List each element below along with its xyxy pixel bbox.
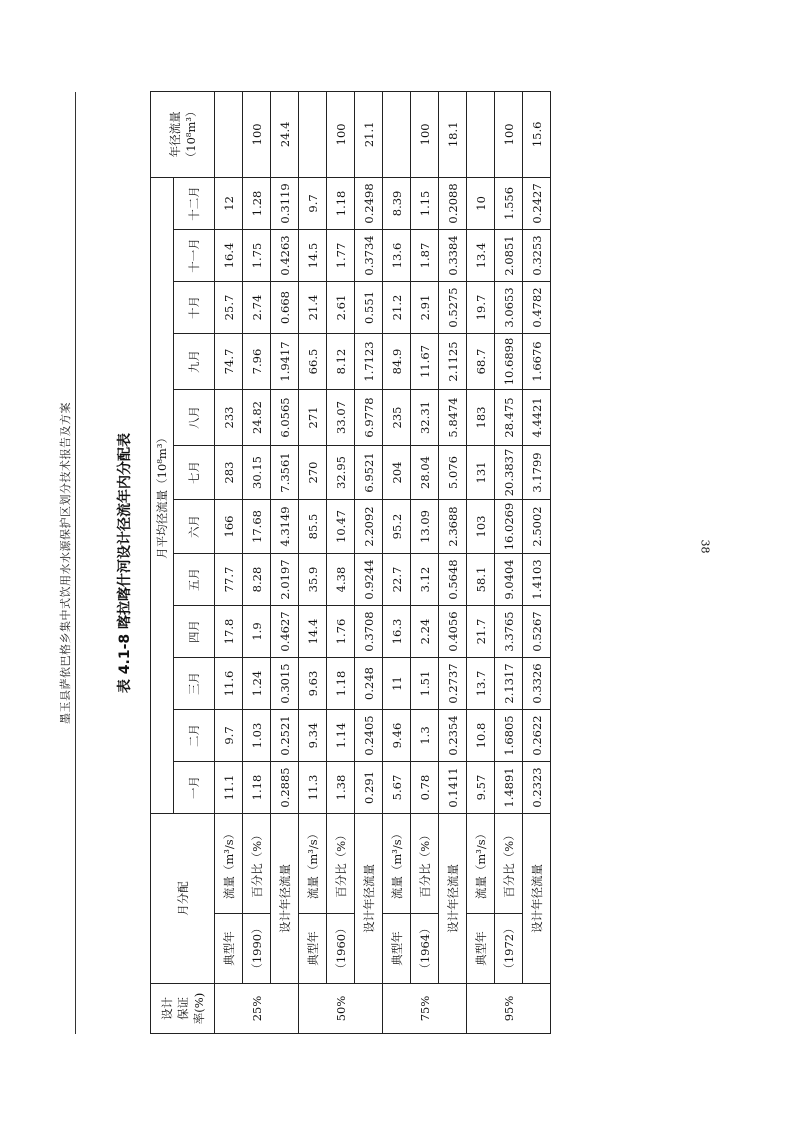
design-value-cell: 6.0565: [271, 390, 299, 446]
table-row-flow-50%: [299, 91, 327, 1033]
design-value-cell: 0.1411: [439, 762, 467, 814]
typical-year-label: 典型年: [299, 914, 327, 984]
percent-value-cell: 28.04: [411, 446, 439, 500]
design-value-cell: 2.3688: [439, 500, 467, 554]
percent-value-cell: 28.475: [495, 390, 523, 446]
percent-value-cell: 1.18: [243, 762, 271, 814]
typical-year-value: （1972）: [495, 914, 523, 984]
month-header-2: 二月: [174, 710, 215, 762]
table-row-design-75%: [439, 91, 467, 1033]
design-value-cell: 0.3384: [439, 230, 467, 282]
percent-value-cell: 10.6898: [495, 334, 523, 390]
typical-year-value: （1964）: [411, 914, 439, 984]
percent-value-cell: 4.38: [327, 554, 355, 606]
flow-value-cell: 16.3: [383, 606, 411, 658]
percent-value-cell: 17.68: [243, 500, 271, 554]
design-annual-cell: 18.1: [439, 91, 467, 177]
flow-value-cell: 5.67: [383, 762, 411, 814]
design-rate-header-line3: 率(%): [191, 992, 206, 1025]
flow-label: 流量（m³/s）: [215, 814, 243, 914]
design-value-cell: 0.2521: [271, 710, 299, 762]
design-value-cell: 1.7123: [355, 334, 383, 390]
flow-label: 流量（m³/s）: [383, 814, 411, 914]
design-value-cell: 2.1125: [439, 334, 467, 390]
flow-value-cell: 21.4: [299, 282, 327, 334]
flow-value-cell: 14.4: [299, 606, 327, 658]
typical-year-label: 典型年: [467, 914, 495, 984]
flow-value-cell: 21.7: [467, 606, 495, 658]
percent-value-cell: 1.24: [243, 658, 271, 710]
month-header-1: 一月: [174, 762, 215, 814]
flow-value-cell: 11.6: [215, 658, 243, 710]
flow-value-cell: 14.5: [299, 230, 327, 282]
design-value-cell: 0.4782: [523, 282, 551, 334]
flow-value-cell: 13.7: [467, 658, 495, 710]
percent-value-cell: 1.51: [411, 658, 439, 710]
design-value-cell: 0.4263: [271, 230, 299, 282]
table-caption: 表 4.1-8 喀拉喀什河设计径流年内分配表: [117, 432, 133, 694]
percent-value-cell: 33.07: [327, 390, 355, 446]
percent-value-cell: 0.78: [411, 762, 439, 814]
percent-value-cell: 1.77: [327, 230, 355, 282]
design-value-cell: 0.4627: [271, 606, 299, 658]
month-header-3: 三月: [174, 658, 215, 710]
percent-value-cell: 8.12: [327, 334, 355, 390]
table-row-design-50%: [355, 91, 383, 1033]
percent-value-cell: 10.47: [327, 500, 355, 554]
design-value-cell: 0.248: [355, 658, 383, 710]
flow-value-cell: 66.5: [299, 334, 327, 390]
flow-value-cell: 21.2: [383, 282, 411, 334]
flow-value-cell: 270: [299, 446, 327, 500]
flow-value-cell: 16.4: [215, 230, 243, 282]
table-row-flow-95%: [467, 91, 495, 1033]
flow-annual-cell: [383, 91, 411, 177]
design-value-cell: 0.2323: [523, 762, 551, 814]
flow-value-cell: 9.57: [467, 762, 495, 814]
percent-value-cell: 3.0653: [495, 282, 523, 334]
flow-value-cell: 95.2: [383, 500, 411, 554]
percent-value-cell: 30.15: [243, 446, 271, 500]
design-value-cell: 0.291: [355, 762, 383, 814]
percent-value-cell: 1.03: [243, 710, 271, 762]
flow-value-cell: 77.7: [215, 554, 243, 606]
design-value-cell: 0.3253: [523, 230, 551, 282]
table-row-percent-95%: [495, 91, 523, 1033]
monthly-group-header: 月平均径流量（10⁸m³）: [151, 177, 174, 813]
design-value-cell: 0.3119: [271, 177, 299, 229]
percent-label: 百分比（%）: [411, 814, 439, 914]
design-value-cell: 0.2354: [439, 710, 467, 762]
percent-value-cell: 1.6805: [495, 710, 523, 762]
percent-value-cell: 8.28: [243, 554, 271, 606]
typical-year-value: （1990）: [243, 914, 271, 984]
month-header-6: 六月: [174, 500, 215, 554]
design-value-cell: 0.2427: [523, 177, 551, 229]
flow-value-cell: 22.7: [383, 554, 411, 606]
month-header-12: 十二月: [174, 177, 215, 229]
typical-year-value: （1960）: [327, 914, 355, 984]
month-header-9: 九月: [174, 334, 215, 390]
design-rate-cell: 50%: [299, 984, 383, 1034]
design-value-cell: 0.5267: [523, 606, 551, 658]
design-value-cell: 1.4103: [523, 554, 551, 606]
flow-value-cell: 131: [467, 446, 495, 500]
percent-value-cell: 2.24: [411, 606, 439, 658]
percent-value-cell: 1.4891: [495, 762, 523, 814]
design-value-cell: 1.9417: [271, 334, 299, 390]
design-value-cell: 2.0197: [271, 554, 299, 606]
table-body: [215, 91, 551, 1033]
percent-value-cell: 24.82: [243, 390, 271, 446]
flow-value-cell: 84.9: [383, 334, 411, 390]
percent-value-cell: 7.96: [243, 334, 271, 390]
design-value-cell: 3.1799: [523, 446, 551, 500]
percent-label: 百分比（%）: [327, 814, 355, 914]
flow-value-cell: 12: [215, 177, 243, 229]
percent-value-cell: 13.09: [411, 500, 439, 554]
flow-annual-cell: [299, 91, 327, 177]
percent-annual-cell: 100: [243, 91, 271, 177]
design-value-cell: 0.3734: [355, 230, 383, 282]
table-row-percent-50%: [327, 91, 355, 1033]
flow-value-cell: 9.34: [299, 710, 327, 762]
header-rule: [75, 92, 76, 1034]
flow-value-cell: 233: [215, 390, 243, 446]
percent-value-cell: 1.9: [243, 606, 271, 658]
table-row-flow-75%: [383, 91, 411, 1033]
flow-value-cell: 85.5: [299, 500, 327, 554]
flow-value-cell: 11.3: [299, 762, 327, 814]
flow-value-cell: 183: [467, 390, 495, 446]
flow-value-cell: 35.9: [299, 554, 327, 606]
month-header-10: 十月: [174, 282, 215, 334]
flow-value-cell: 103: [467, 500, 495, 554]
percent-value-cell: 2.74: [243, 282, 271, 334]
flow-value-cell: 25.7: [215, 282, 243, 334]
flow-value-cell: 9.63: [299, 658, 327, 710]
annual-header: [151, 91, 215, 177]
design-rate-header-line2: 保证: [175, 997, 190, 1020]
design-value-cell: 0.2498: [355, 177, 383, 229]
design-value-cell: 0.9244: [355, 554, 383, 606]
month-header-8: 八月: [174, 390, 215, 446]
table-row-design-25%: [271, 91, 299, 1033]
flow-value-cell: 68.7: [467, 334, 495, 390]
flow-value-cell: 11: [383, 658, 411, 710]
percent-value-cell: 2.0851: [495, 230, 523, 282]
percent-value-cell: 1.28: [243, 177, 271, 229]
design-annual-cell: 15.6: [523, 91, 551, 177]
annual-header-line1: 年径流量: [167, 111, 182, 158]
design-value-cell: 2.2092: [355, 500, 383, 554]
design-annual-label: 设计年径流量: [439, 814, 467, 984]
design-rate-cell: 25%: [215, 984, 299, 1034]
flow-value-cell: 166: [215, 500, 243, 554]
page-number: 38: [698, 539, 712, 554]
percent-value-cell: 1.14: [327, 710, 355, 762]
percent-value-cell: 20.3837: [495, 446, 523, 500]
design-annual-cell: 24.4: [271, 91, 299, 177]
design-value-cell: 0.2622: [523, 710, 551, 762]
design-value-cell: 0.551: [355, 282, 383, 334]
flow-value-cell: 19.7: [467, 282, 495, 334]
design-value-cell: 5.076: [439, 446, 467, 500]
design-rate-cell: 75%: [383, 984, 467, 1034]
percent-value-cell: 11.67: [411, 334, 439, 390]
flow-value-cell: 9.7: [215, 710, 243, 762]
percent-value-cell: 9.0404: [495, 554, 523, 606]
percent-annual-cell: 100: [327, 91, 355, 177]
percent-value-cell: 1.3: [411, 710, 439, 762]
flow-label: 流量（m³/s）: [299, 814, 327, 914]
design-value-cell: 0.2885: [271, 762, 299, 814]
design-value-cell: 0.2405: [355, 710, 383, 762]
design-value-cell: 4.3149: [271, 500, 299, 554]
percent-value-cell: 16.0269: [495, 500, 523, 554]
table-row-design-95%: [523, 91, 551, 1033]
percent-annual-cell: 100: [495, 91, 523, 177]
design-value-cell: 7.3561: [271, 446, 299, 500]
percent-annual-cell: 100: [411, 91, 439, 177]
design-value-cell: 0.3015: [271, 658, 299, 710]
flow-annual-cell: [215, 91, 243, 177]
runoff-distribution-table: [150, 91, 551, 1034]
flow-value-cell: 74.7: [215, 334, 243, 390]
rotated-content: [110, 92, 580, 1034]
percent-value-cell: 32.31: [411, 390, 439, 446]
flow-value-cell: 271: [299, 390, 327, 446]
design-value-cell: 0.3708: [355, 606, 383, 658]
flow-value-cell: 235: [383, 390, 411, 446]
page-header: 墨玉县萨依巴格乡集中式饮用水水源保护区划分技术报告及方案: [59, 402, 72, 724]
percent-value-cell: 1.76: [327, 606, 355, 658]
design-rate-cell: 95%: [467, 984, 551, 1034]
typical-year-label: 典型年: [383, 914, 411, 984]
percent-value-cell: 32.95: [327, 446, 355, 500]
percent-value-cell: 1.18: [327, 177, 355, 229]
design-rate-header: [151, 984, 215, 1034]
design-value-cell: 0.2737: [439, 658, 467, 710]
design-value-cell: 4.4421: [523, 390, 551, 446]
flow-value-cell: 10.8: [467, 710, 495, 762]
percent-value-cell: 3.3765: [495, 606, 523, 658]
percent-value-cell: 1.38: [327, 762, 355, 814]
percent-label: 百分比（%）: [243, 814, 271, 914]
flow-value-cell: 17.8: [215, 606, 243, 658]
flow-value-cell: 13.4: [467, 230, 495, 282]
flow-value-cell: 58.1: [467, 554, 495, 606]
percent-value-cell: 2.1317: [495, 658, 523, 710]
percent-value-cell: 3.12: [411, 554, 439, 606]
design-annual-label: 设计年径流量: [355, 814, 383, 984]
design-value-cell: 0.5275: [439, 282, 467, 334]
percent-value-cell: 1.87: [411, 230, 439, 282]
flow-value-cell: 10: [467, 177, 495, 229]
design-value-cell: 6.9521: [355, 446, 383, 500]
month-header-11: 十一月: [174, 230, 215, 282]
month-header-4: 四月: [174, 606, 215, 658]
design-value-cell: 5.8474: [439, 390, 467, 446]
table-row-percent-25%: [243, 91, 271, 1033]
flow-value-cell: 8.39: [383, 177, 411, 229]
percent-value-cell: 1.18: [327, 658, 355, 710]
percent-label: 百分比（%）: [495, 814, 523, 914]
percent-value-cell: 1.15: [411, 177, 439, 229]
design-value-cell: 0.3326: [523, 658, 551, 710]
design-value-cell: 1.6676: [523, 334, 551, 390]
month-header-7: 七月: [174, 446, 215, 500]
typical-year-label: 典型年: [215, 914, 243, 984]
percent-value-cell: 2.61: [327, 282, 355, 334]
table-row-flow-25%: [215, 91, 243, 1033]
flow-value-cell: 11.1: [215, 762, 243, 814]
flow-value-cell: 204: [383, 446, 411, 500]
table-row-percent-75%: [411, 91, 439, 1033]
flow-label: 流量（m³/s）: [467, 814, 495, 914]
flow-value-cell: 13.6: [383, 230, 411, 282]
distribution-header: 月分配: [151, 814, 215, 984]
design-annual-cell: 21.1: [355, 91, 383, 177]
flow-value-cell: 283: [215, 446, 243, 500]
design-annual-label: 设计年径流量: [523, 814, 551, 984]
design-value-cell: 0.2088: [439, 177, 467, 229]
flow-value-cell: 9.7: [299, 177, 327, 229]
flow-value-cell: 9.46: [383, 710, 411, 762]
percent-value-cell: 2.91: [411, 282, 439, 334]
design-value-cell: 0.4056: [439, 606, 467, 658]
design-value-cell: 2.5002: [523, 500, 551, 554]
percent-value-cell: 1.75: [243, 230, 271, 282]
design-annual-label: 设计年径流量: [271, 814, 299, 984]
percent-value-cell: 1.556: [495, 177, 523, 229]
annual-header-line2: （10⁸m³）: [183, 105, 198, 164]
design-value-cell: 0.5648: [439, 554, 467, 606]
design-value-cell: 6.9778: [355, 390, 383, 446]
flow-annual-cell: [467, 91, 495, 177]
month-header-5: 五月: [174, 554, 215, 606]
design-rate-header-line1: 设计: [159, 997, 174, 1020]
design-value-cell: 0.668: [271, 282, 299, 334]
